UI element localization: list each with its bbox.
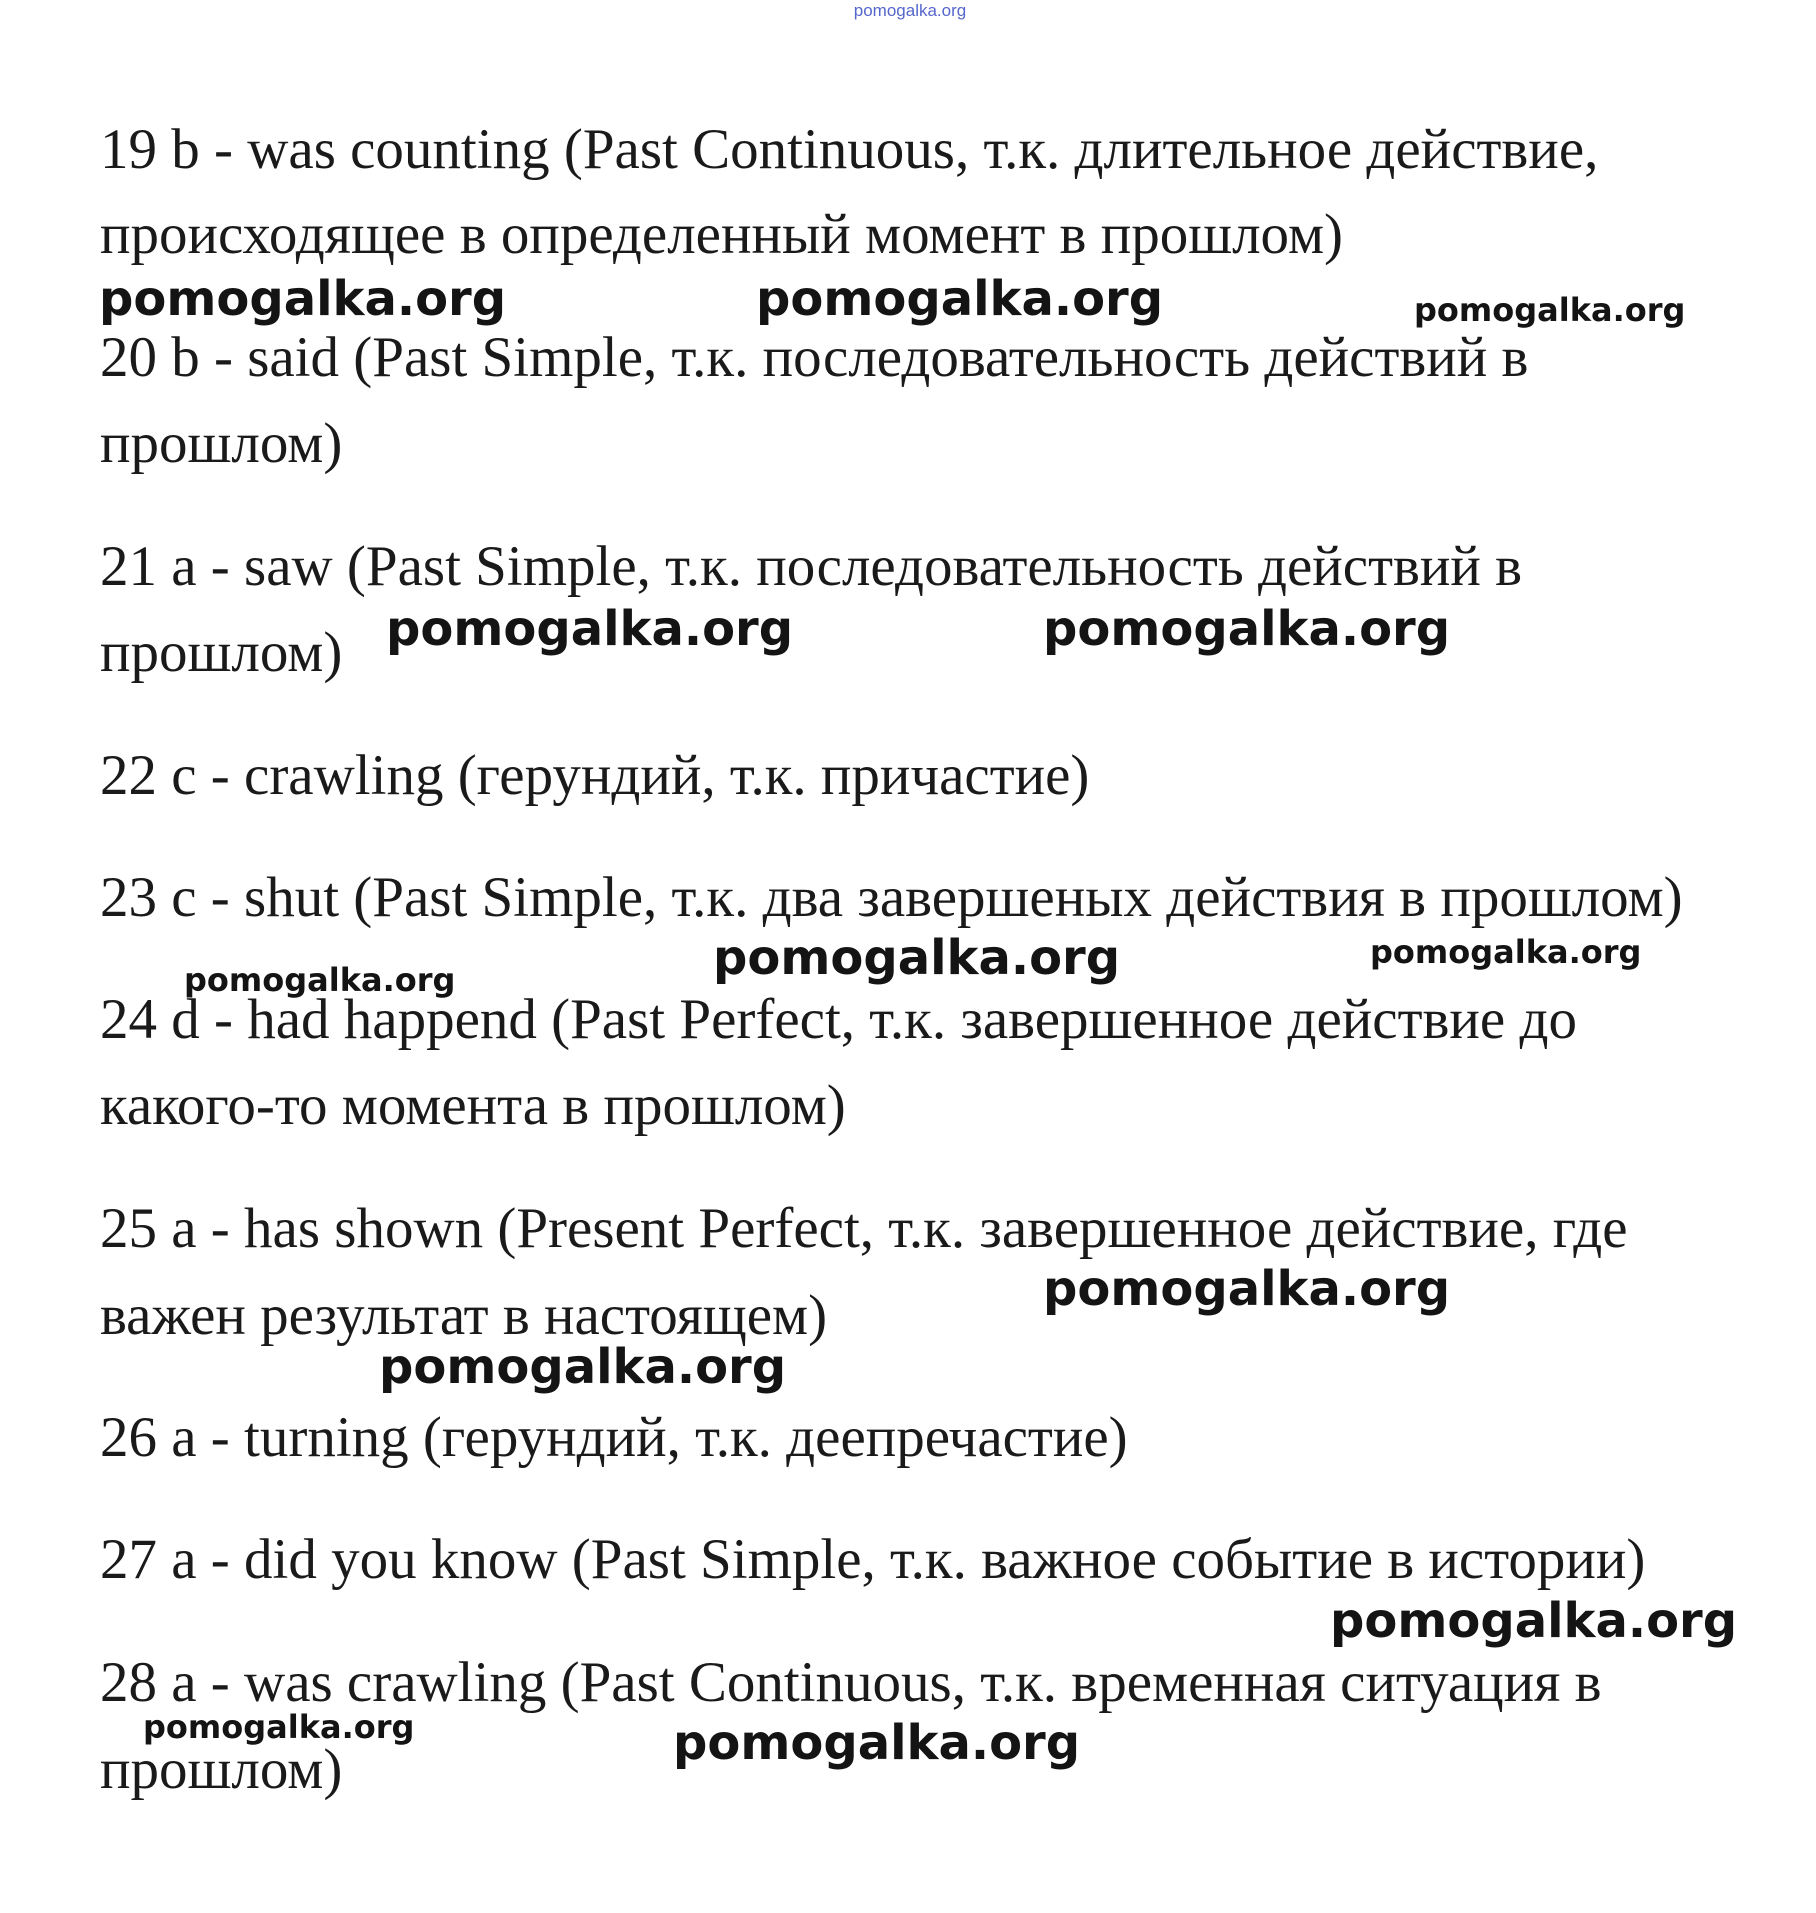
answer-21-line-1: 21 a - saw (Past Simple, т.к. последовательность действий в	[100, 535, 1523, 598]
watermark: pomogalka.org	[756, 271, 1164, 327]
answer-21-line-2: прошлом)	[100, 621, 343, 684]
answer-24-line-2: какого-то момента в прошлом)	[100, 1074, 846, 1137]
watermark: pomogalka.org	[379, 1339, 787, 1395]
watermark: pomogalka.org	[99, 271, 507, 327]
watermark: pomogalka.org	[184, 961, 456, 999]
watermark: pomogalka.org	[1043, 1261, 1451, 1317]
answer-19-line-2: происходящее в определенный момент в прошлом)	[100, 203, 1344, 266]
watermark: pomogalka.org	[143, 1708, 415, 1746]
answer-24-line-1: 24 d - had happend (Past Perfect, т.к. завершенное действие до	[100, 988, 1577, 1051]
watermark: pomogalka.org	[1330, 1593, 1738, 1649]
answer-19-line-1: 19 b - was counting (Past Continuous, т.к. длительное действие,	[100, 118, 1599, 181]
watermark: pomogalka.org	[713, 930, 1121, 986]
watermark: pomogalka.org	[1370, 933, 1642, 971]
answer-28-line-1: 28 a - was crawling (Past Continuous, т.к. временная ситуация в	[100, 1651, 1602, 1714]
watermark: pomogalka.org	[386, 601, 794, 657]
answer-20-line-1: 20 b - said (Past Simple, т.к. последовательность действий в	[100, 326, 1529, 389]
answer-25-line-1: 25 a - has shown (Present Perfect, т.к. завершенное действие, где	[100, 1197, 1628, 1260]
watermark: pomogalka.org	[1414, 291, 1686, 329]
answer-27-line-1: 27 a - did you know (Past Simple, т.к. важное событие в истории)	[100, 1528, 1646, 1591]
watermark: pomogalka.org	[1043, 601, 1451, 657]
answer-26-line-1: 26 a - turning (герундий, т.к. деепречастие)	[100, 1406, 1128, 1469]
answer-28-line-2: прошлом)	[100, 1738, 343, 1801]
answer-23-line-1: 23 c - shut (Past Simple, т.к. два завершеных действия в прошлом)	[100, 866, 1683, 929]
answer-25-line-2: важен результат в настоящем)	[100, 1284, 828, 1347]
watermark: pomogalka.org	[673, 1715, 1081, 1771]
answer-20-line-2: прошлом)	[100, 412, 343, 475]
answer-22-line-1: 22 c - crawling (герундий, т.к. причастие)	[100, 744, 1090, 807]
header-site-mark: pomogalka.org	[853, 1, 967, 20]
